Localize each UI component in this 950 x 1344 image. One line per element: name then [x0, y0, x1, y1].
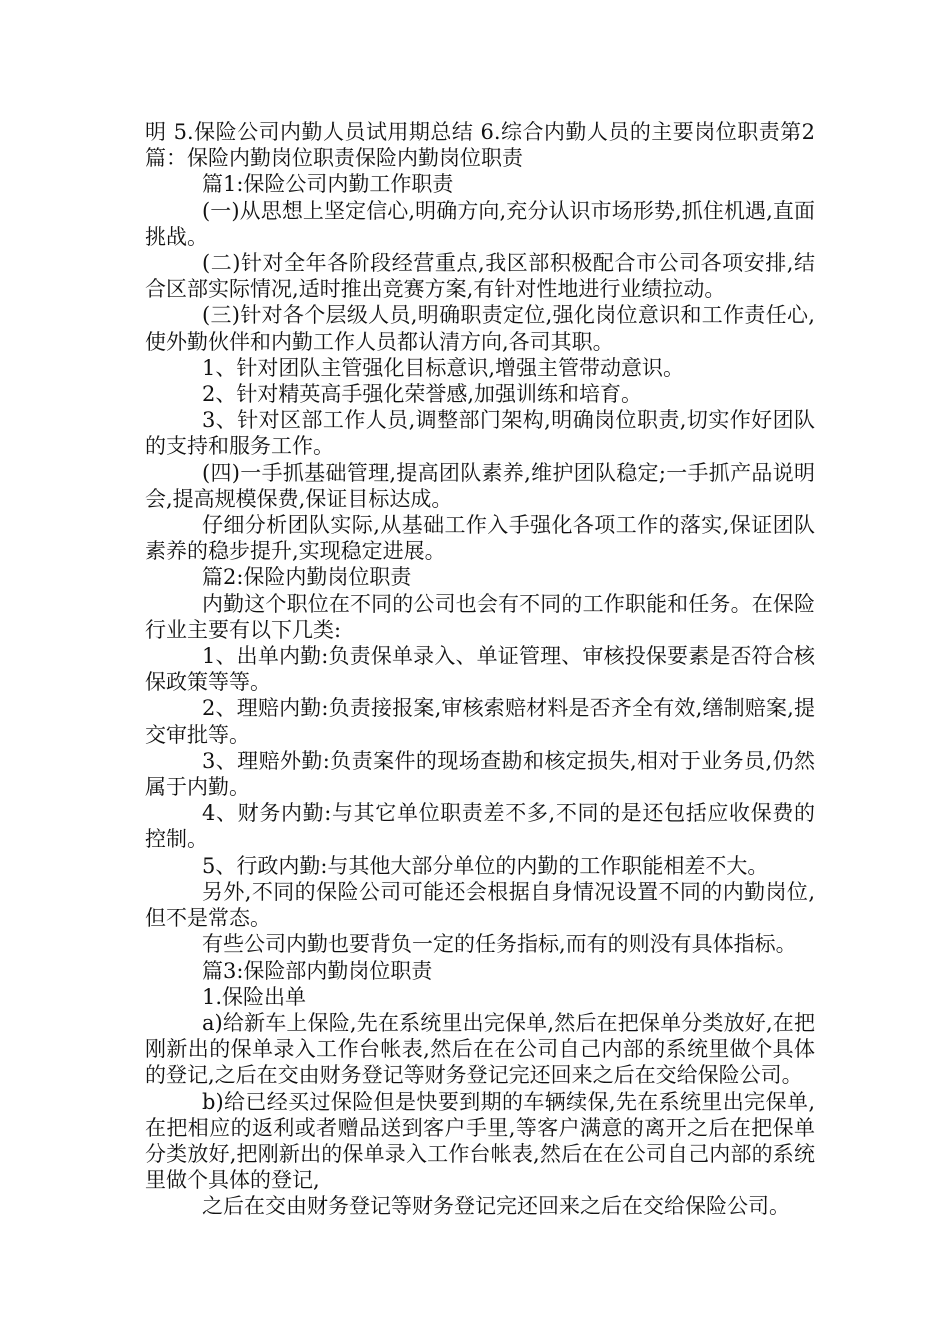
- paragraph: (二)针对全年各阶段经营重点,我区部积极配合市公司各项安排,结合区部实际情况,适时推出竞赛方案,有针对性地进行业绩拉动。: [145, 251, 815, 302]
- paragraph: 篇2:保险内勤岗位职责: [202, 565, 412, 590]
- paragraph: 篇1:保险公司内勤工作职责: [202, 172, 454, 197]
- document-body: [145, 119, 815, 1220]
- paragraph: 2、针对精英高手强化荣誉感,加强训练和培育。: [202, 382, 643, 407]
- paragraph: 仔细分析团队实际,从基础工作入手强化各项工作的落实,保证团队素养的稳步提升,实现稳定进展。: [145, 513, 815, 564]
- paragraph: 1.保险出单: [202, 984, 307, 1009]
- paragraph: 1、出单内勤:负责保单录入、单证管理、审核投保要素是否符合核保政策等等。: [145, 644, 815, 695]
- paragraph: (一)从思想上坚定信心,明确方向,充分认识市场形势,抓住机遇,直面挑战。: [145, 198, 815, 249]
- paragraph: 3、理赔外勤:负责案件的现场查勘和核定损失,相对于业务员,仍然属于内勤。: [145, 748, 815, 800]
- paragraph: b)给已经买过保险但是快要到期的车辆续保,先在系统里出完保单,在把相应的返利或者赠品送到客户手里,等客户满意的离开之后在把保单分类放好,把刚新出的保单录入工作台帐表,然后在在公司自己内部的系统里做个具体的登记,: [145, 1089, 815, 1193]
- paragraph: 4、财务内勤:与其它单位职责差不多,不同的是还包括应收保费的控制。: [145, 801, 815, 852]
- paragraph: 5、行政内勤:与其他大部分单位的内勤的工作职能相差不大。: [202, 853, 769, 878]
- paragraph: a)给新车上保险,先在系统里出完保单,然后在把保单分类放好,在把刚新出的保单录入工作台帐表,然后在在公司自己内部的系统里做个具体的登记,之后在交由财务登记等财务登记完还回来之后在交给保险公司。: [145, 1010, 815, 1088]
- paragraph: 1、针对团队主管强化目标意识,增强主管带动意识。: [202, 355, 685, 380]
- paragraph: 明 5.保险公司内勤人员试用期总结 6.综合内勤人员的主要岗位职责第2篇：保险内勤岗位职责保险内勤岗位职责: [145, 120, 815, 171]
- paragraph: 3、针对区部工作人员,调整部门架构,明确岗位职责,切实作好团队的支持和服务工作。: [145, 408, 815, 459]
- paragraph: 之后在交由财务登记等财务登记完还回来之后在交给保险公司。: [202, 1194, 790, 1219]
- paragraph: (三)针对各个层级人员,明确职责定位,强化岗位意识和工作责任心,使外勤伙伴和内勤工作人员都认清方向,各司其职。: [145, 303, 815, 354]
- paragraph: (四)一手抓基础管理,提高团队素养,维护团队稳定;一手抓产品说明会,提高规模保费,保证目标达成。: [145, 460, 815, 511]
- paragraph: 另外,不同的保险公司可能还会根据自身情况设置不同的内勤岗位,但不是常态。: [145, 879, 815, 931]
- paragraph: 篇3:保险部内勤岗位职责: [202, 958, 433, 983]
- paragraph: 有些公司内勤也要背负一定的任务指标,而有的则没有具体指标。: [202, 932, 797, 957]
- paragraph: 内勤这个职位在不同的公司也会有不同的工作职能和任务。在保险行业主要有以下几类:: [145, 591, 815, 642]
- paragraph: 2、理赔内勤:负责接报案,审核索赔材料是否齐全有效,缮制赔案,提交审批等。: [145, 696, 815, 747]
